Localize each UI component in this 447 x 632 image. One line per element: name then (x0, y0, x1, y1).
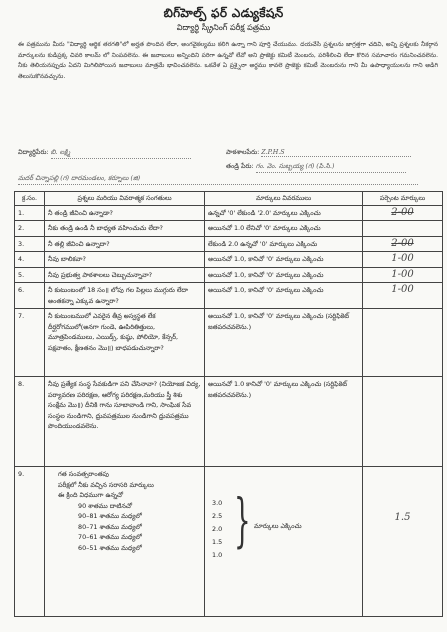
row-sno: 9. (15, 467, 45, 617)
row-question: నీ కుటుంబంలో 18 సం॥ లోపు గల పిల్లలు ముగ్గురు లేదా అంతకన్నా ఎక్కువ ఉన్నారా? (45, 283, 205, 309)
row-sno: 2. (15, 221, 45, 237)
row-marks (363, 252, 443, 268)
grade-value: 1.0 (212, 551, 223, 559)
header-criteria: మార్కులు వివరములు (205, 192, 363, 206)
father-name-value: గం. వెం. సుబ్బయ్య (గ) (పి.సి.) (256, 162, 406, 173)
row-question: నీకు తండ్రి ఉండి నీ బాధ్యత వహించుచు లేదా? (45, 221, 205, 237)
grade-values (212, 497, 222, 562)
marks-value: 2-00 (391, 237, 414, 249)
row-criteria (205, 467, 363, 617)
organization-title: బిగ్‌హెల్ప్ ఫర్ ఎడ్యుకేషన్ (163, 6, 284, 20)
row-criteria: అయినచో 1.0, కానిచో '0' మార్కులు ఎక్కించు (205, 283, 363, 309)
marks-value: 1-00 (391, 284, 414, 295)
row-criteria: అయినచో 1.0, కానిచో '0' మార్కులు ఎక్కించు (205, 252, 363, 268)
school-name-field (226, 148, 411, 158)
address-value: మదర్ చిన్నాపల్లి (గ) దారమండలం, కర్నూలు (జి) (18, 174, 418, 185)
table-row (15, 252, 443, 268)
row-marks (363, 236, 443, 252)
table-row (15, 205, 443, 221)
grade-value: 2.5 (212, 512, 223, 520)
row-sno: 8. (15, 377, 45, 467)
marks-value: 2-00 (391, 206, 414, 218)
row-sno: 3. (15, 236, 45, 252)
curly-brace-icon: } (234, 486, 251, 554)
row-criteria: ఉన్నచో '0' లేకుండి '2.0' మార్కులు ఎక్కించు (205, 205, 363, 221)
instructions-paragraph: ఈ పత్రమును మీరు "విద్యార్థి ఆర్థిక తరగతి"లో అర్హత పొందిన లేదా, అంగవైకల్యము కలిగి ఉన్నా గాని పూర్తి చేయుము. దయచేసి ప్రశ్నలను జాగ్రత్తగా చదివి, అన్ని ప్రశ్నలకు నీకర్గాన మార్కులను కుడిప్రక్క చివరి కాలమ్ లో నింపవలెను. ఈ జవాబులు అన్నిందిని పరిగా ఉన్నవో లేవో అని ప్రాజెక్టు కమిటీ మెంబరు, పరిశీలించి లేదా కొరిన సమాచారం గమనించవలెను. నీకు తెలియనప్పుడు ఏదని మిగిలిపోయిన జవాబులు మాత్రమే భావించవలెను. ఒకవేళ ఏ ప్రశ్నైనా అర్థము కావలె ప్రాజెక్టు కమిటీ మెంబరును గాని మీ ఉపాధ్యాయులను గాని అడిగి తెలుసుకొనవచ్చును. (18, 41, 438, 80)
school-name-label: పాఠశాలపేరు: (226, 148, 260, 156)
range-item: 70–61 శాతము మధ్యలో (78, 533, 142, 541)
marks-value: 1-00 (391, 268, 414, 280)
row-marks (363, 267, 443, 283)
row-criteria: అయినచో 1.0 కానిచో '0' మార్కులు ఎక్కించు (సర్టిఫికెట్ జతపరచవలెను.) (205, 377, 363, 467)
table-row (15, 377, 443, 467)
grade-value: 2.0 (212, 525, 223, 533)
row-question: నీ తండ్రి జీవించి ఉన్నాడా? (45, 205, 205, 221)
table-row (15, 283, 443, 309)
range-item: 80–71 శాతము మధ్యలో (78, 522, 142, 531)
row9-line: పరీక్షలో నీకు వచ్చిన సరాసరి మార్కులు (58, 480, 154, 489)
range-item: 90–81 శాతము మధ్యలో (78, 512, 142, 520)
table-row (15, 221, 443, 237)
row9-line: గత సంవత్సరాంతపు (58, 470, 109, 478)
row-criteria: లేకుండి 2.0 ఉన్నచో '0' మార్కులు ఎక్కించు (205, 236, 363, 252)
table-row (15, 236, 443, 252)
student-name-field (18, 148, 191, 159)
range-item: 90 శాతము దాటినచో (78, 501, 132, 510)
grade-value: 1.5 (212, 538, 223, 546)
address-field (18, 174, 418, 185)
row-sno: 4. (15, 252, 45, 268)
row-marks (363, 309, 443, 377)
range-item: 60–51 శాతము మధ్యలో (78, 543, 142, 552)
row-marks (363, 205, 443, 221)
row-sno: 5. (15, 267, 45, 283)
grade-scale (208, 469, 359, 565)
row-marks (363, 467, 443, 617)
header-question: ప్రశ్నలు మరియు వివరాత్మక సంగతులు (45, 192, 205, 206)
row9-line: ఈ క్రింది విధముగా ఉన్నచో (58, 491, 124, 499)
grade-label: మార్కులు ఎక్కించు (254, 522, 302, 530)
row-criteria: అయినచో 1.0, కానిచో '0' మార్కులు ఎక్కించు (సర్టిఫికెట్ జతపరచవలెను.) (205, 309, 363, 377)
row-marks (363, 377, 443, 467)
student-name-value: బి. లక్ష్మి (51, 148, 191, 159)
row-question: నీవు బాలికవా? (45, 252, 205, 268)
table-row (15, 467, 443, 617)
row-sno: 6. (15, 283, 45, 309)
row-marks (363, 283, 443, 309)
row-sno: 7. (15, 309, 45, 377)
row-question: నీవు ప్రభుత్వ పాఠశాలలు చెబ్బుచున్నావా? (45, 267, 205, 283)
school-name-value: Z.P.H.S (261, 148, 411, 157)
marks-value: 1-00 (391, 253, 414, 264)
row-criteria: అయినచో 1.0, కానిచో '0' మార్కులు ఎక్కించు (205, 267, 363, 283)
table-row (15, 267, 443, 283)
father-name-field (226, 162, 406, 173)
row-question: నీ కుటుంబములో ఎవరైన తీవ్ర అస్వస్థత లేక దీర్ఘరోగములో(అనగా గుండె, ఊపిరితిత్తులు, మూత్రపిండములు, ఎయిడ్స్, కుష్ఠు, పోలియో, కేన్సర్, పక్షవాతం, క్షీణతనం మొ॥) బాధపడుచున్నారా? (45, 309, 205, 377)
screening-questions-table (14, 191, 443, 617)
row-marks (363, 221, 443, 237)
father-name-label: తండ్రి పేరు: (226, 162, 254, 170)
marks-value: 1.5 (394, 512, 411, 523)
row-question (45, 467, 205, 617)
row-sno: 1. (15, 205, 45, 221)
row-question: నీవు ప్రత్యేక సంస్థ సేవకుడిగా పని చేసినావా? (నియోజక విద్య, పర్యావరణ పరిరక్షణ, ఆరోగ్య పరిరక్షణ,మరియు స్త్రీ శిశు సంక్షేమ మొ॥) దీనికి గాను సూబావాండి గాని, సాంఘిక సేవ సంస్థల నుండిగాని, ధ్రువపత్రముల నుండిగాని ధ్రువపత్రము పొందియుండవలెను. (45, 377, 205, 467)
header-sno: క్ర.సం. (15, 192, 45, 206)
row-criteria: అయినచో 1.0 లేనిచో '0' మార్కులు ఎక్కించు (205, 221, 363, 237)
grade-value: 3.0 (212, 499, 223, 507)
row-question: నీ తల్లి జీవించి ఉన్నాదా? (45, 236, 205, 252)
form-title: విద్యార్థి స్క్రీనింగ్ పరీక్ష పత్రము (176, 23, 271, 32)
table-header-row (15, 192, 443, 206)
student-name-label: విద్యార్థిపేరు: (18, 148, 49, 156)
table-row (15, 309, 443, 377)
table-body (15, 205, 443, 617)
header-marks: పర్సెంట మార్కులు (363, 192, 443, 206)
